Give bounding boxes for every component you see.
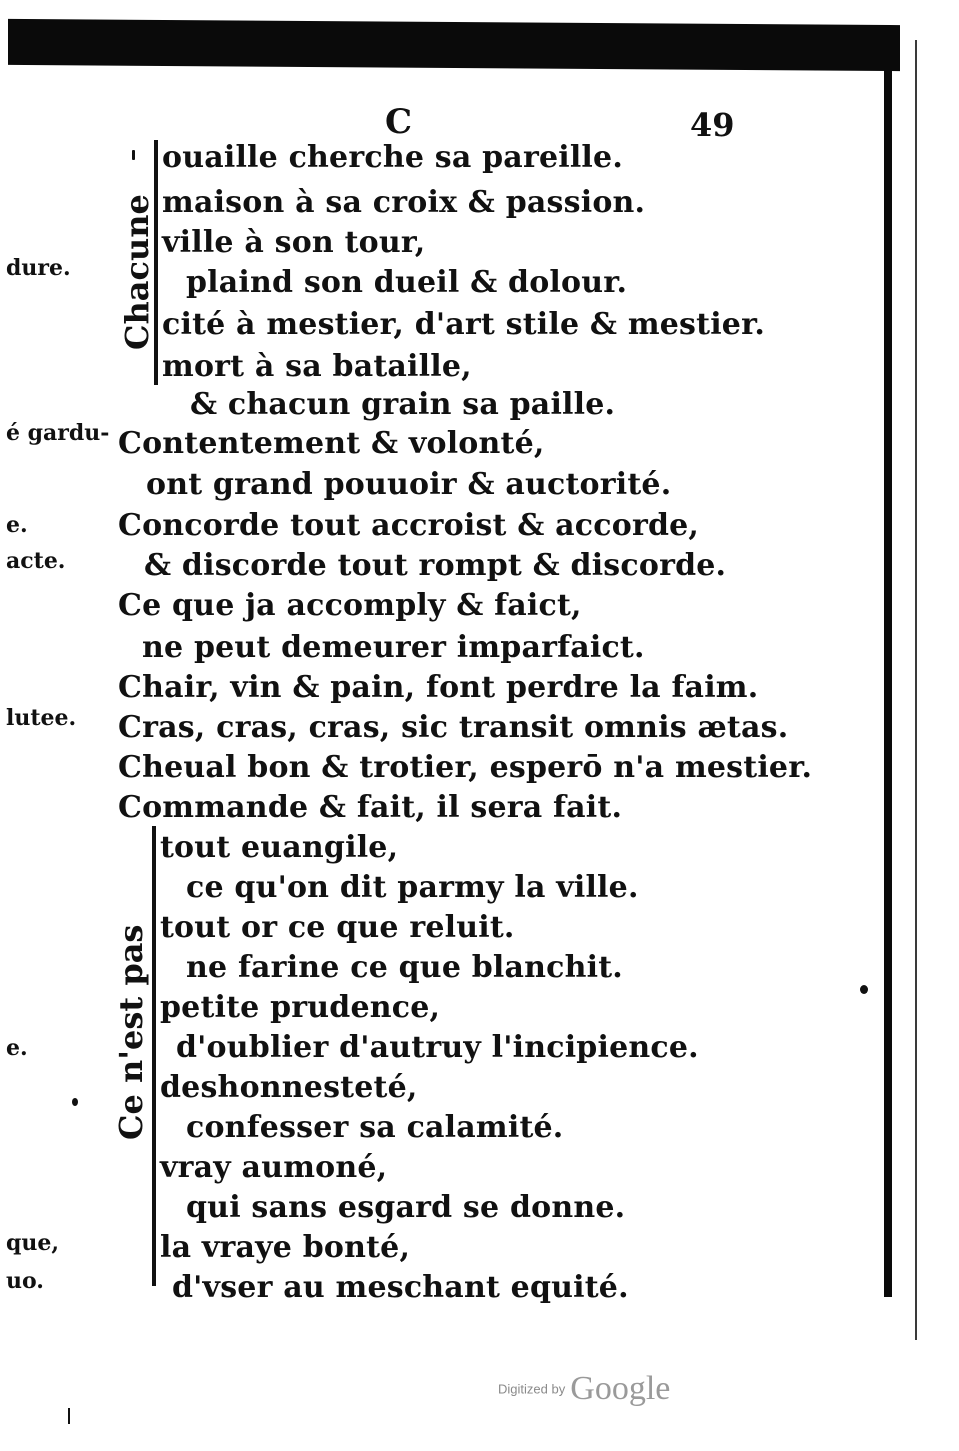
- proverb-line: & discorde tout rompt & discorde.: [144, 548, 727, 583]
- page-header: [0, 102, 959, 142]
- verse-line: plaind son dueil & dolour.: [186, 265, 628, 300]
- margin-note: e.: [6, 512, 28, 538]
- verse-line: ouaille cherche sa pareille.: [162, 140, 623, 175]
- proverb-line: Concorde tout accroist & accorde,: [118, 508, 700, 543]
- digitization-credit: [498, 1370, 670, 1408]
- verse-line: d'oublier d'autruy l'incipience.: [176, 1030, 699, 1065]
- scan-speck: [860, 985, 868, 994]
- proverb-line: Cras, cras, cras, sic transit omnis ætas.: [118, 710, 789, 745]
- group-bracket: [154, 140, 158, 385]
- proverb-line: Cheual bon & trotier, esperō n'a mestier.: [118, 750, 813, 785]
- verse-line: d'vser au meschant equité.: [172, 1270, 629, 1305]
- verse-line: ville à son tour,: [162, 225, 426, 260]
- margin-note: que,: [6, 1230, 60, 1256]
- group-side-label: Ce n'est pas: [112, 924, 150, 1140]
- gutter-shadow: [884, 52, 892, 1297]
- verse-line: confesser sa calamité.: [186, 1110, 564, 1145]
- verse-line: vray aumoné,: [160, 1150, 388, 1185]
- verse-line: cité à mestier, d'art stile & mestier.: [162, 307, 765, 342]
- scan-speck: [132, 150, 135, 160]
- margin-note: acte.: [6, 548, 66, 574]
- margin-note: uo.: [6, 1268, 44, 1294]
- verse-line: maison à sa croix & passion.: [162, 185, 646, 220]
- margin-note: lutee.: [6, 705, 77, 731]
- verse-line: & chacun grain sa paille.: [190, 387, 616, 422]
- verse-line: petite prudence,: [160, 990, 441, 1025]
- scan-speck: [72, 1098, 78, 1106]
- verse-line: ne farine ce que blanchit.: [186, 950, 623, 985]
- verse-line: mort à sa bataille,: [162, 349, 472, 384]
- page-top-shadow: [8, 19, 900, 71]
- page-number: 49: [690, 106, 735, 144]
- group-side-label: Chacune: [118, 194, 156, 350]
- proverb-line: Chair, vin & pain, font perdre la faim.: [118, 670, 759, 705]
- verse-line: qui sans esgard se donne.: [186, 1190, 626, 1225]
- google-logo: Google: [570, 1370, 671, 1407]
- margin-note: é gardu-: [6, 420, 110, 446]
- verse-line: la vraye bonté,: [160, 1230, 411, 1265]
- verse-line: ce qu'on dit parmy la ville.: [186, 870, 639, 905]
- scan-speck: [68, 1408, 70, 1424]
- proverb-line: ont grand pouuoir & auctorité.: [146, 467, 672, 502]
- digitized-by-text: Digitized by: [498, 1381, 566, 1397]
- margin-note: dure.: [6, 255, 71, 281]
- proverb-line: Commande & fait, il sera fait.: [118, 790, 623, 825]
- proverb-line: Ce que ja accomply & faict,: [118, 588, 582, 623]
- verse-line: tout or ce que reluit.: [160, 910, 515, 945]
- running-head: C: [385, 102, 413, 142]
- verse-line: tout euangile,: [160, 830, 399, 865]
- proverb-line: ne peut demeurer imparfaict.: [142, 630, 645, 665]
- group-bracket: [152, 826, 156, 1286]
- page-edge-line: [915, 40, 917, 1340]
- verse-line: deshonnesteté,: [160, 1070, 418, 1105]
- margin-note: e.: [6, 1035, 28, 1061]
- proverb-line: Contentement & volonté,: [118, 426, 545, 461]
